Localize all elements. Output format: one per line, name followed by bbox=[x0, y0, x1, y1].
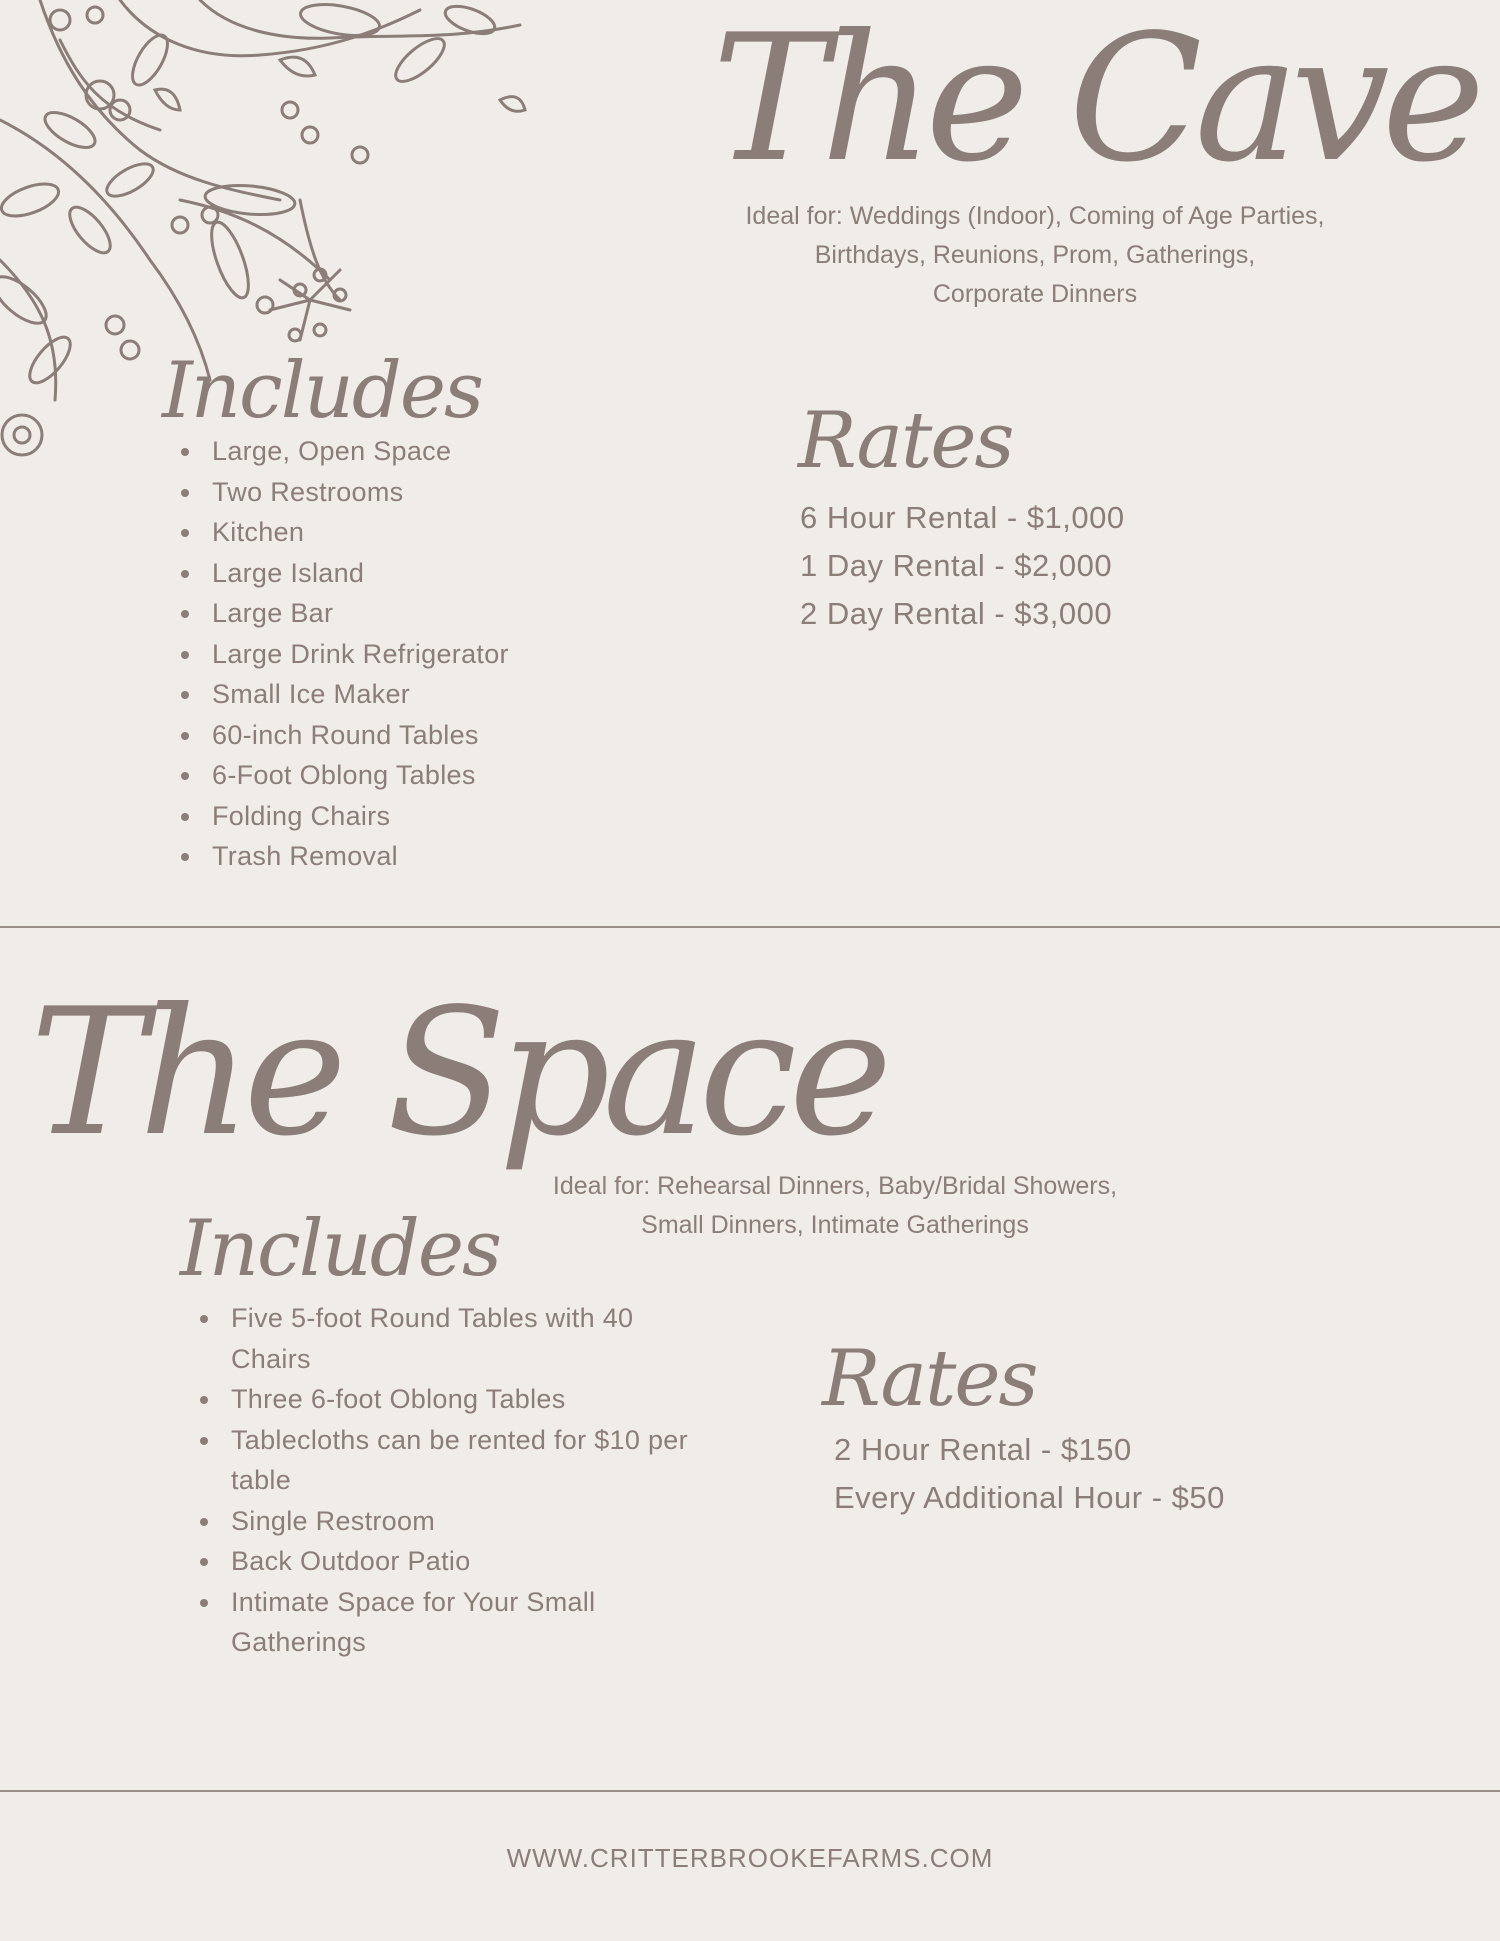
list-item: Small Ice Maker bbox=[178, 674, 638, 715]
ideal-line: Ideal for: Weddings (Indoor), Coming of Age Parties, bbox=[745, 202, 1325, 230]
cave-rates-list bbox=[800, 494, 1320, 638]
rate-item: 1 Day Rental - $2,000 bbox=[800, 548, 1113, 583]
cave-includes-list bbox=[178, 431, 638, 877]
list-item: Single Restroom bbox=[197, 1501, 737, 1542]
ideal-line: Small Dinners, Intimate Gatherings bbox=[641, 1211, 1029, 1239]
section-divider bbox=[0, 926, 1500, 928]
cave-includes-heading: Includes bbox=[162, 346, 483, 436]
list-item: 60-inch Round Tables bbox=[178, 715, 638, 756]
list-item: Intimate Space for Your Small Gatherings bbox=[197, 1582, 671, 1663]
cave-ideal-for bbox=[700, 197, 1370, 314]
cave-rates-heading: Rates bbox=[798, 396, 1013, 486]
ideal-line: Ideal for: Rehearsal Dinners, Baby/Bridal Showers, bbox=[552, 1172, 1118, 1200]
rate-item: 2 Hour Rental - $150 bbox=[834, 1432, 1132, 1467]
list-item: Two Restrooms bbox=[178, 472, 638, 513]
list-item: Back Outdoor Patio bbox=[197, 1541, 737, 1582]
ideal-line: Birthdays, Reunions, Prom, Gatherings, bbox=[814, 241, 1256, 269]
list-item: Large, Open Space bbox=[178, 431, 638, 472]
space-rates-heading: Rates bbox=[822, 1334, 1037, 1424]
list-item: 6-Foot Oblong Tables bbox=[178, 755, 638, 796]
list-item: Five 5-foot Round Tables with 40 Chairs bbox=[197, 1298, 671, 1379]
cave-title: The Cave bbox=[712, 0, 1478, 201]
footer-divider bbox=[0, 1790, 1500, 1792]
rate-item: 2 Day Rental - $3,000 bbox=[800, 596, 1113, 631]
list-item: Large Bar bbox=[178, 593, 638, 634]
list-item: Trash Removal bbox=[178, 836, 638, 877]
footer-website-link[interactable]: WWW.CRITTERBROOKEFARMS.COM bbox=[506, 1843, 994, 1873]
space-includes-heading: Includes bbox=[180, 1204, 501, 1294]
space-ideal-for bbox=[530, 1167, 1140, 1245]
list-item: Tablecloths can be rented for $10 per table bbox=[197, 1420, 721, 1501]
list-item: Large Drink Refrigerator bbox=[178, 634, 638, 675]
rate-item: Every Additional Hour - $50 bbox=[834, 1480, 1225, 1515]
list-item: Three 6-foot Oblong Tables bbox=[197, 1379, 737, 1420]
list-item: Large Island bbox=[178, 553, 638, 594]
space-rates-list bbox=[834, 1426, 1394, 1522]
space-title: The Space bbox=[30, 972, 885, 1175]
space-includes-list bbox=[197, 1298, 737, 1663]
ideal-line: Corporate Dinners bbox=[932, 280, 1138, 308]
list-item: Kitchen bbox=[178, 512, 638, 553]
list-item: Folding Chairs bbox=[178, 796, 638, 837]
rate-item: 6 Hour Rental - $1,000 bbox=[800, 500, 1125, 535]
